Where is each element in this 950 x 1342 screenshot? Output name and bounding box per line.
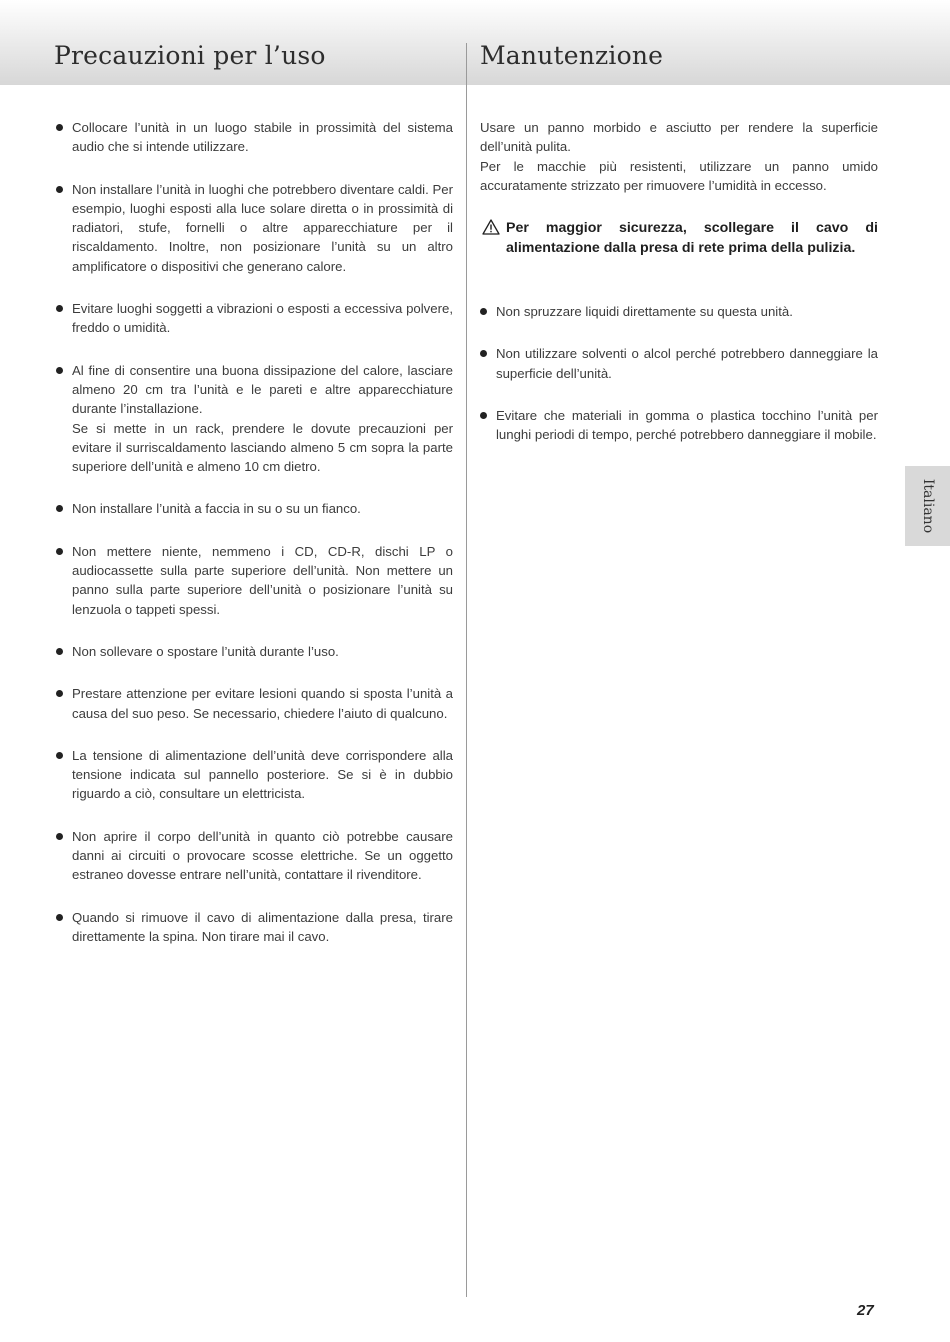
list-item [56, 299, 453, 338]
bullet-icon [56, 914, 63, 921]
list-item [56, 542, 453, 619]
bullet-icon [56, 367, 63, 374]
bullet-icon [56, 186, 63, 193]
bullet-icon [56, 505, 63, 512]
list-item-text: Collocare l’unità in un luogo stabile in prossimità del sistema audio che si intende utilizzare. [72, 120, 453, 155]
list-item [56, 908, 453, 947]
list-item [56, 827, 453, 885]
maintenance-column [480, 118, 878, 445]
bullet-icon [480, 308, 487, 315]
precautions-column [56, 118, 453, 946]
list-item-text: Non spruzzare liquidi direttamente su questa unità. [496, 304, 793, 320]
list-item [480, 406, 878, 445]
bullet-icon [56, 690, 63, 697]
list-item [56, 499, 453, 518]
list-item-text: Non installare l’unità in luoghi che potrebbero diventare caldi. Per esempio, luoghi esposti alla luce solare diretta o in prossimità di radiatori, stufe, fornelli o altre apparecchiature per il riscaldamento. Inoltre, non posizionare l’unità su un altro amplificatore o dispositivi che generano calore. [72, 181, 453, 274]
bullet-icon [56, 648, 63, 655]
bullet-icon [480, 412, 487, 419]
bullet-icon [480, 350, 487, 357]
list-item [56, 118, 453, 157]
list-item-text: Al fine di consentire una buona dissipazione del calore, lasciare almeno 20 cm tra l’unità e le pareti e altre apparecchiature durante l’installazione. [72, 362, 453, 417]
bullet-icon [56, 124, 63, 131]
bullet-icon [56, 752, 63, 759]
warning-triangle-icon [482, 219, 500, 235]
list-item-text: Non utilizzare solventi o alcol perché potrebbero danneggiare la superficie dell’unità. [496, 346, 878, 381]
page-number: 27 [857, 1302, 874, 1319]
list-item-text: Evitare luoghi soggetti a vibrazioni o esposti a eccessiva polvere, freddo o umidità. [72, 301, 453, 336]
list-item-text: Quando si rimuove il cavo di alimentazione dalla presa, tirare direttamente la spina. Non tirare mai il cavo. [72, 909, 453, 944]
maintenance-intro-1: Usare un panno morbido e asciutto per rendere la superficie dell’unità pulita. [480, 120, 878, 155]
safety-warning [480, 218, 878, 258]
list-item [480, 302, 878, 321]
maintenance-intro-2: Per le macchie più resistenti, utilizzare un panno umido accuratamente strizzato per rimuovere l’umidità in eccesso. [480, 158, 878, 193]
list-item [56, 684, 453, 723]
section-title-precautions: Precauzioni per l’uso [54, 41, 326, 70]
maintenance-list [480, 302, 878, 444]
precautions-list [56, 118, 453, 946]
list-item [480, 344, 878, 383]
list-item [56, 642, 453, 661]
list-item [56, 180, 453, 276]
language-tab [905, 466, 950, 546]
list-item-text: Non aprire il corpo dell’unità in quanto ciò potrebbe causare danni ai circuiti o provocare scosse elettriche. Se un oggetto estraneo dovesse entrare nell’unità, contattare il rivenditore. [72, 828, 453, 883]
list-item [56, 361, 453, 477]
list-item-text: Evitare che materiali in gomma o plastica tocchino l’unità per lunghi periodi di tempo, perché potrebbero danneggiare il mobile. [496, 408, 878, 443]
bullet-icon [56, 548, 63, 555]
list-item-text: Non sollevare o spostare l’unità durante l’uso. [72, 643, 339, 659]
column-divider [466, 43, 467, 1297]
list-item-text: Prestare attenzione per evitare lesioni quando si sposta l’unità a causa del suo peso. Se necessario, chiedere l’aiuto di qualcuno. [72, 686, 453, 721]
section-title-maintenance: Manutenzione [480, 41, 664, 70]
bullet-icon [56, 305, 63, 312]
list-item [56, 746, 453, 804]
language-tab-label: Italiano [919, 478, 936, 534]
list-item-text: La tensione di alimentazione dell’unità deve corrispondere alla tensione indicata sul pannello posteriore. Se si è in dubbio riguardo a ciò, consultare un elettricista. [72, 747, 453, 802]
list-item-text: Non mettere niente, nemmeno i CD, CD-R, dischi LP o audiocassette sulla parte superiore dell’unità. Non mettere un panno sulla parte superiore dell’unità o posizionare l’unità su lenzuola o tappeti spessi. [72, 543, 453, 617]
safety-warning-text: Per maggior sicurezza, scollegare il cavo di alimentazione dalla presa di rete prima della pulizia. [506, 220, 878, 257]
list-item-text: Non installare l’unità a faccia in su o su un fianco. [72, 501, 361, 517]
bullet-icon [56, 833, 63, 840]
list-item-text-continued: Se si mette in un rack, prendere le dovute precauzioni per evitare il surriscaldamento lasciando almeno 5 cm sopra la parte superiore dell’unità e almeno 10 cm dietro. [72, 420, 453, 475]
